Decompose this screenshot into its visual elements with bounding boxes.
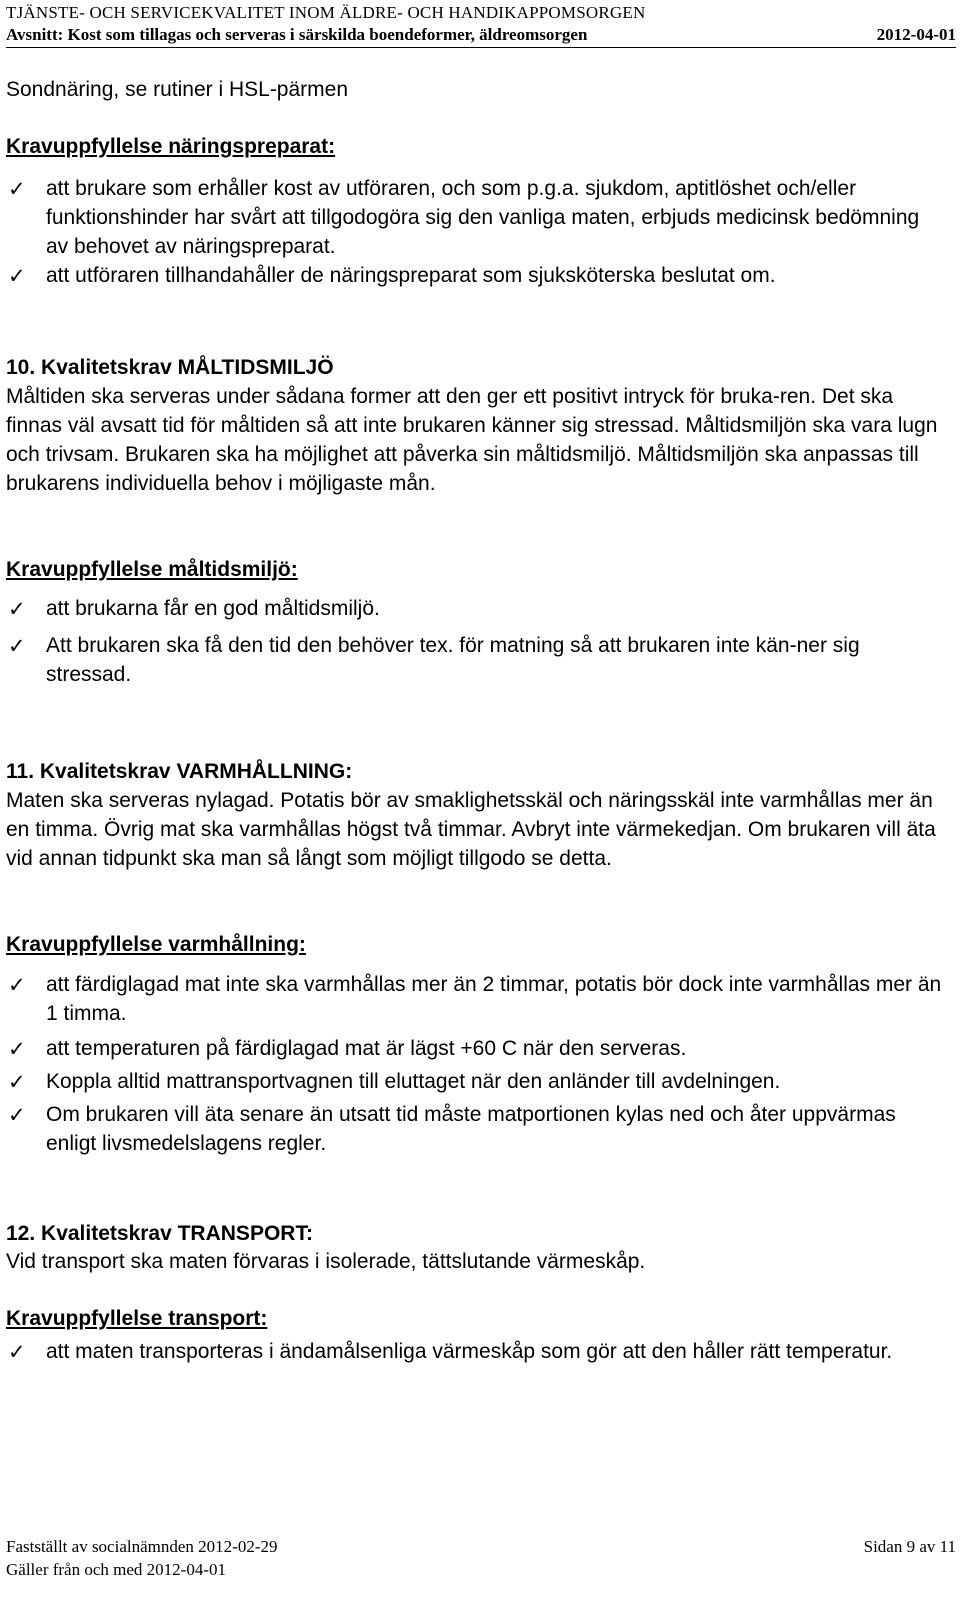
- check-icon: ✓: [8, 1340, 26, 1364]
- list-transport: [6, 1337, 946, 1366]
- list-item: ✓ att maten transporteras i ändamålsenliga värmeskåp som gör att den håller rätt temperatur.: [6, 1337, 946, 1366]
- check-icon: ✓: [8, 177, 26, 201]
- sec11-body: Maten ska serveras nylagad. Potatis bör av smaklighetsskäl och näringsskäl inte varmhållas mer än en timma. Övrig mat ska varmhållas högst två timmar. Avbryt inte värmekedjan. Om brukaren vill äta vid annan tidpunkt ska man så långt som möjligt tillgodo se detta.: [6, 789, 936, 870]
- check-icon: ✓: [8, 1037, 26, 1061]
- list-item: ✓ att temperaturen på färdiglagad mat är lägst +60 C när den serveras.: [6, 1034, 946, 1063]
- list-varmhallning: [6, 970, 946, 1158]
- heading-varmhallning: Kravuppfyllelse varmhållning:: [6, 933, 306, 956]
- check-icon: ✓: [8, 597, 26, 621]
- sec10-body: Måltiden ska serveras under sådana former att den ger ett positivt intryck för bruka-ren. Det ska finnas väl avsatt tid för måltiden så att inte brukaren känner sig stressad. Måltidsmiljön ska vara lugn och trivsam. Brukaren ska ha möjlighet att påverka sin måltidsmiljö. Måltidsmiljön ska anpassas till brukarens individuella behov i möjligaste mån.: [6, 385, 938, 495]
- heading-maltidsmiljo: Kravuppfyllelse måltidsmiljö:: [6, 558, 298, 581]
- header-section: [6, 24, 956, 48]
- footer-page-number: Sidan 9 av 11: [863, 1537, 956, 1556]
- check-icon: ✓: [8, 264, 26, 288]
- list-item: ✓ Koppla alltid mattransportvagnen till eluttaget när den anländer till avdelningen.: [6, 1067, 946, 1096]
- check-icon: ✓: [8, 634, 26, 658]
- list-item: ✓ att brukare som erhåller kost av utföraren, och som p.g.a. sjukdom, aptitlöshet och/eller funktionshinder har svårt att tillgodogöra sig den vanliga maten, erbjuds medicinsk bedömning av behovet av näringspreparat.: [8, 177, 920, 258]
- list-item: ✓ att utföraren tillhandahåller de näringspreparat som sjuksköterska beslutat om.: [6, 261, 946, 290]
- check-icon: ✓: [8, 1103, 26, 1127]
- sec12-body: Vid transport ska maten förvaras i isolerade, tättslutande värmeskåp.: [6, 1250, 646, 1273]
- page-footer: [6, 1535, 956, 1581]
- list-item: ✓ att färdiglagad mat inte ska varmhållas mer än 2 timmar, potatis bör dock inte varmhållas mer än 1 timma.: [8, 973, 942, 1025]
- list-item: ✓ Att brukaren ska få den tid den behöver tex. för matning så att brukaren inte kän-ner sig stressad.: [8, 634, 860, 686]
- header-title: TJÄNSTE- OCH SERVICEKVALITET INOM ÄLDRE- OCH HANDIKAPPOMSORGEN: [6, 3, 646, 22]
- intro-line: Sondnäring, se rutiner i HSL-pärmen: [6, 78, 349, 101]
- check-icon: ✓: [8, 1070, 26, 1094]
- list-maltidsmiljo: [6, 594, 946, 689]
- page-header: [6, 2, 956, 48]
- header-section-label: Avsnitt: Kost som tillagas och serveras i särskilda boendeformer, äldreomsorgen: [6, 25, 588, 44]
- list-item: ✓ Om brukaren vill äta senare än utsatt tid måste matportionen kylas ned och åter uppvärmas enligt livsmedelslagens regler.: [8, 1103, 896, 1155]
- header-date: 2012-04-01: [876, 25, 956, 44]
- heading-transport: Kravuppfyllelse transport:: [6, 1307, 268, 1330]
- check-icon: ✓: [8, 973, 26, 997]
- sec12-title: 12. Kvalitetskrav TRANSPORT:: [6, 1222, 313, 1245]
- list-item: ✓ att brukarna får en god måltidsmiljö.: [6, 594, 946, 623]
- list-naring: [6, 174, 946, 290]
- sec10-title: 10. Kvalitetskrav MÅLTIDSMILJÖ: [6, 356, 334, 379]
- sec11-title: 11. Kvalitetskrav VARMHÅLLNING:: [6, 760, 353, 783]
- heading-naring: Kravuppfyllelse näringspreparat:: [6, 135, 336, 158]
- footer-approved: Fastställt av socialnämnden 2012-02-29: [6, 1537, 278, 1556]
- footer-valid-from: Gäller från och med 2012-04-01: [6, 1560, 226, 1579]
